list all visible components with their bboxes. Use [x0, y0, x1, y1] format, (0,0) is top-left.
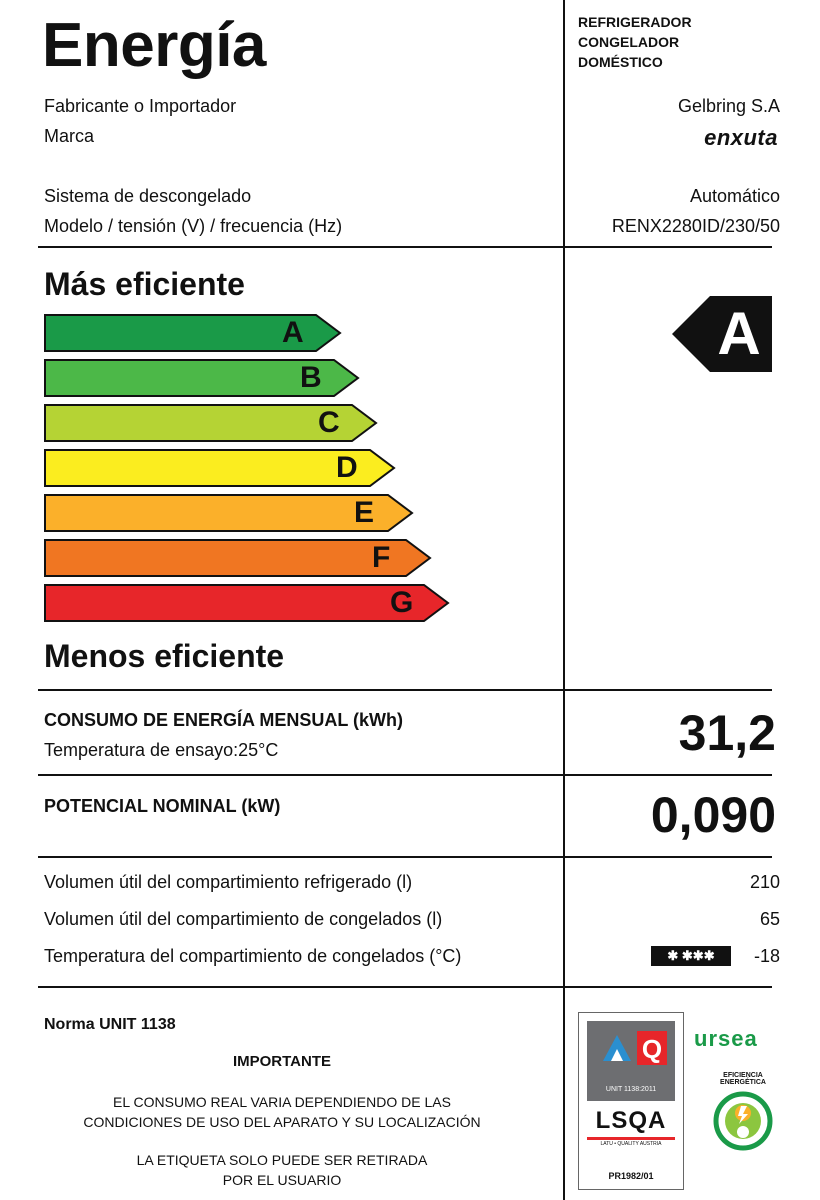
efficiency-bar-g	[44, 584, 450, 622]
appliance-type	[578, 12, 778, 72]
brand-logo: enxuta	[704, 125, 778, 150]
certification-code: PR1982/01	[608, 1171, 654, 1181]
efficiency-bar-letter-e: E	[354, 496, 375, 529]
efficiency-bar-letter-f: F	[372, 541, 391, 574]
notice-removal-line-1: LA ETIQUETA SOLO PUEDE SER RETIRADA	[136, 1152, 428, 1168]
unit-standard-text: UNIT 1138:2011	[587, 1079, 675, 1101]
manufacturer-label: Fabricante o Importador	[44, 96, 237, 116]
rating-letter: A	[717, 300, 761, 367]
freezer-temp-label: Temperatura del compartimiento de congelados (°C)	[44, 946, 462, 966]
consumption-value: 31,2	[678, 705, 776, 761]
efficiency-seal-text: EFICIENCIA ENERGÉTICA	[720, 1072, 766, 1086]
divider-consumption	[38, 774, 772, 776]
efficiency-bar-letter-a: A	[282, 316, 304, 349]
manufacturer-value: Gelbring S.A	[677, 96, 780, 116]
consumption-sub-label: Temperatura de ensayo:25°C	[44, 740, 279, 760]
divider-efficiency	[38, 689, 772, 691]
consumption-label: CONSUMO DE ENERGÍA MENSUAL (kWh)	[44, 710, 404, 730]
appliance-type-line-3: DOMÉSTICO	[578, 54, 663, 70]
rating-arrow	[672, 296, 772, 372]
divider-header	[38, 246, 772, 248]
unit-logo-block	[587, 1021, 675, 1079]
notice-removal	[22, 1150, 542, 1190]
energy-efficiency-seal-icon	[704, 1072, 782, 1158]
efficiency-bar-letter-g: G	[390, 586, 414, 619]
model-label: Modelo / tensión (V) / frecuencia (Hz)	[44, 216, 343, 236]
brand-label: Marca	[44, 126, 95, 146]
lsqa-certification-badge	[578, 1012, 684, 1190]
svg-text:Q: Q	[641, 1034, 663, 1064]
efficiency-bar-a	[44, 314, 342, 352]
efficiency-bar-letter-d: D	[336, 451, 358, 484]
power-label: POTENCIAL NOMINAL (kW)	[44, 796, 281, 816]
efficiency-bar-d	[44, 449, 396, 487]
lsqa-logo: LSQA	[595, 1107, 667, 1134]
appliance-type-line-1: REFRIGERADOR	[578, 14, 692, 30]
notice-consumption-line-1: EL CONSUMO REAL VARIA DEPENDIENDO DE LAS	[113, 1094, 451, 1110]
volume-refrigerated-label: Volumen útil del compartimiento refrigerado (l)	[44, 872, 413, 892]
model-value: RENX2280ID/230/50	[611, 216, 780, 236]
efficiency-bar-letter-c: C	[318, 406, 340, 439]
notice-consumption-line-2: CONDICIONES DE USO DEL APARATO Y SU LOCALIZACIÓN	[83, 1114, 481, 1130]
efficiency-bar-b	[44, 359, 360, 397]
defrost-value: Automático	[689, 186, 780, 206]
lsqa-red-stripe	[587, 1137, 675, 1140]
unit-q-logo-icon	[587, 1021, 675, 1079]
volume-frozen-label: Volumen útil del compartimiento de congelados (l)	[44, 909, 443, 929]
appliance-type-line-2: CONGELADOR	[578, 34, 680, 50]
important-heading: IMPORTANTE	[232, 1053, 332, 1070]
freezer-star-rating-icon: ✱ ✱✱✱	[651, 946, 731, 966]
efficiency-bar-f	[44, 539, 432, 577]
volume-refrigerated-value: 210	[749, 872, 780, 892]
divider-power	[38, 856, 772, 858]
least-efficient-label: Menos eficiente	[44, 638, 285, 674]
norma-label: Norma UNIT 1138	[44, 1016, 176, 1033]
divider-volumes	[38, 986, 772, 988]
notice-removal-line-2: POR EL USUARIO	[222, 1172, 342, 1188]
most-efficient-label: Más eficiente	[44, 266, 245, 302]
efficiency-bar-c	[44, 404, 378, 442]
main-vertical-divider	[563, 0, 565, 1200]
notice-consumption	[22, 1092, 542, 1132]
label-title: Energía	[42, 11, 266, 80]
defrost-label: Sistema de descongelado	[44, 186, 252, 206]
freezer-temp-value: -18	[753, 946, 780, 966]
efficiency-bar-e	[44, 494, 414, 532]
lsqa-sub-text: LATU • QUALITY AUSTRIA	[600, 1141, 662, 1147]
efficiency-seal-graphic	[704, 1080, 782, 1158]
volume-frozen-value: 65	[759, 909, 780, 929]
efficiency-bar-letter-b: B	[300, 361, 322, 394]
power-value: 0,090	[650, 787, 776, 843]
ursea-logo: ursea	[694, 1026, 758, 1051]
